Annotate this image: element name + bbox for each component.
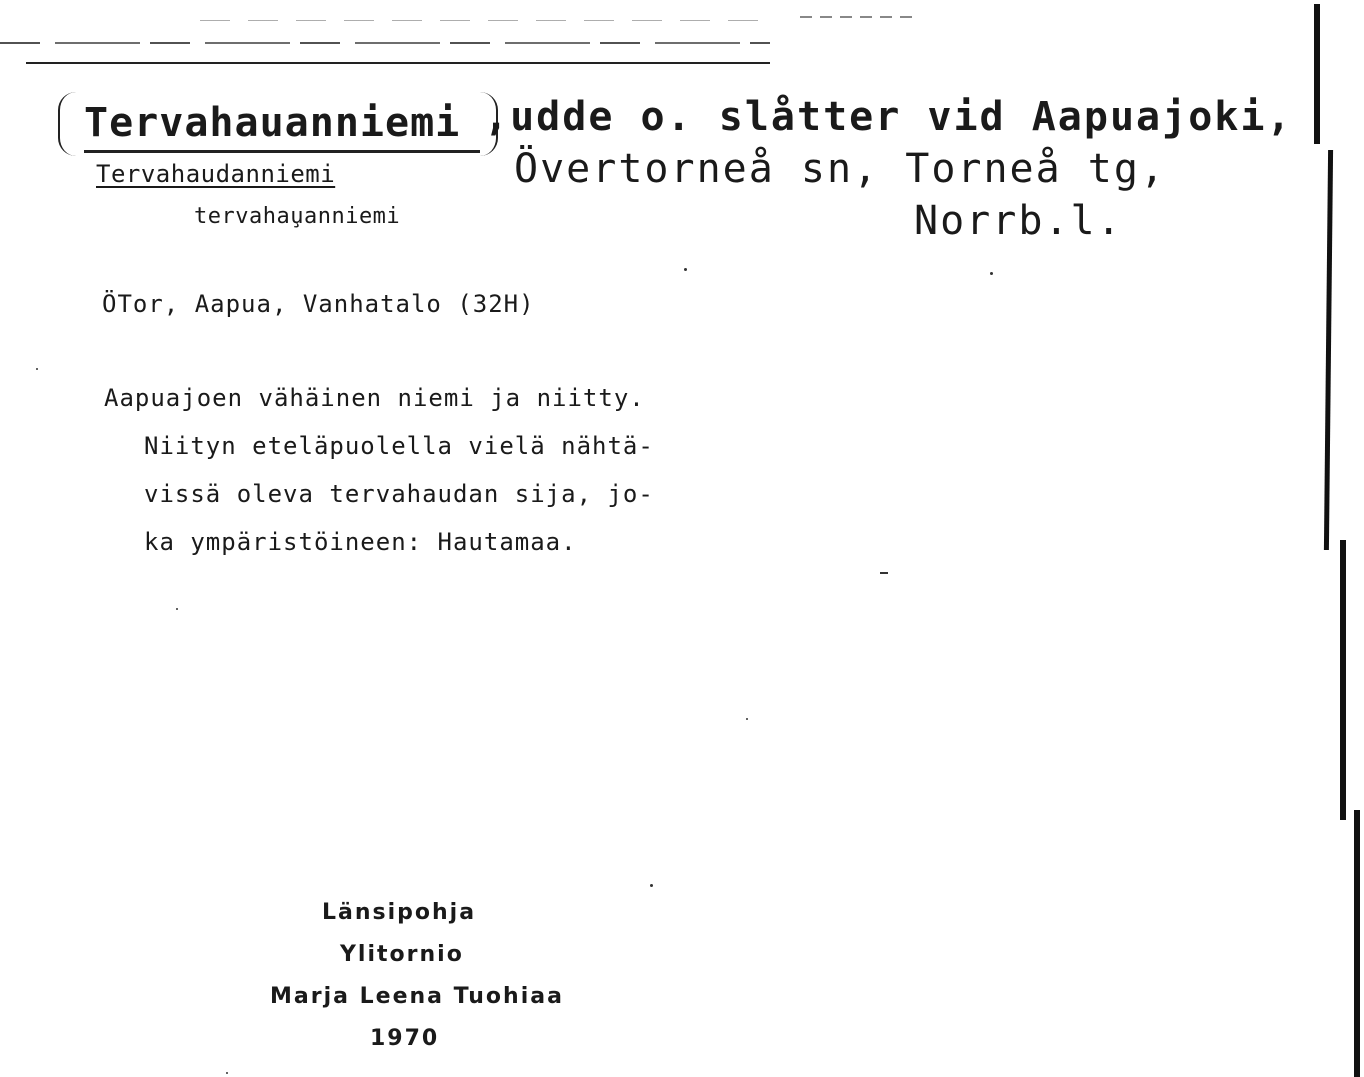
scan-speck: [650, 884, 653, 887]
location-line-2: Övertorneå sn, Torneå tg,: [514, 146, 1167, 192]
scan-speck: [176, 608, 178, 610]
scan-speck: [226, 1072, 228, 1074]
variant-form: Tervahaudanniemi: [96, 160, 336, 188]
stamp-region: Länsipohja: [322, 900, 477, 925]
scan-edge-right: [1340, 540, 1346, 820]
description-line: ka ympäristöineen: Hautamaa.: [144, 528, 577, 556]
scan-speck: [746, 718, 748, 720]
scan-speck: [880, 572, 888, 574]
scan-edge-top: [0, 42, 770, 44]
scan-speck: [36, 368, 38, 370]
scan-edge-top-rule: [26, 62, 770, 64]
scan-edge-right: [1324, 150, 1333, 550]
scan-edge-top-mark: [800, 16, 920, 18]
stamp-collector: Marja Leena Tuohiaa: [270, 984, 564, 1009]
scan-speck: [684, 268, 687, 271]
headword-description: ,udde o. slåtter vid Aapuajoki,: [484, 94, 1293, 140]
stamp-year: 1970: [370, 1026, 440, 1051]
headword: Tervahauanniemi: [84, 100, 461, 146]
phonetic-form: tervahau̧anniemi: [194, 204, 401, 229]
description-line: Aapuajoen vähäinen niemi ja niitty.: [104, 384, 645, 412]
stamp-municipality: Ylitornio: [340, 942, 464, 967]
scan-speck: [990, 272, 993, 275]
scan-edge-right: [1354, 810, 1360, 1077]
scan-edge-top-faint: [200, 20, 760, 21]
scan-edge-right: [1314, 4, 1320, 144]
headword-underline: [84, 150, 480, 153]
description-line: Niityn eteläpuolella vielä nähtä-: [144, 432, 654, 460]
location-line-3: Norrb.l.: [914, 198, 1123, 244]
description-line: vissä oleva tervahaudan sija, jo-: [144, 480, 654, 508]
informant-line: ÖTor, Aapua, Vanhatalo (32H): [102, 290, 535, 318]
